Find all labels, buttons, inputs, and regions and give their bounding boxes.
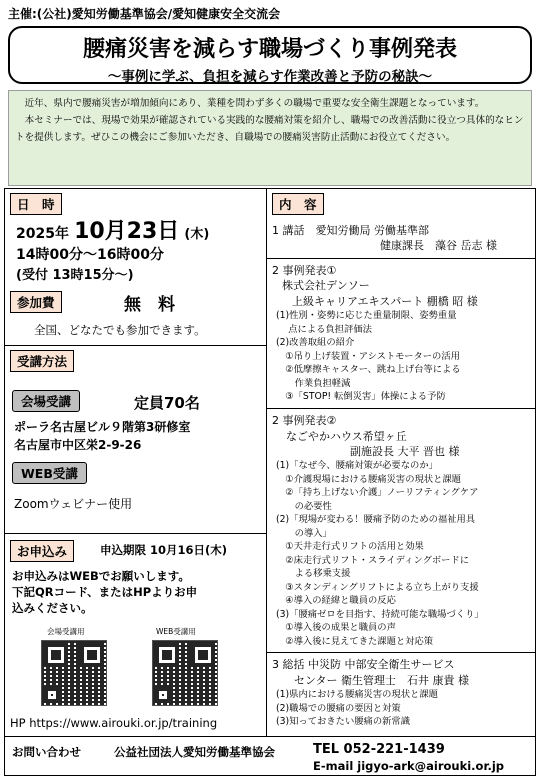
section-4-items xyxy=(276,688,534,729)
footer-tel[interactable]: TEL 052-221-1439 xyxy=(313,742,445,757)
venue-line-2: 名古屋市中区栄2-9-26 xyxy=(14,438,142,452)
list-item: ②「持ち上げない介護」ノーリフティングケア xyxy=(276,487,479,498)
footer-label: お問い合わせ xyxy=(12,745,81,759)
list-item: ①吊り上げ装置・アシストモーターの活用 xyxy=(276,350,460,362)
section-2-line-2: 株式会社デンソー xyxy=(282,279,370,292)
fee-note: 全国、どなたでも参加できます。 xyxy=(34,323,206,337)
divider xyxy=(4,345,266,346)
date-reception: (受付 13時15分～) xyxy=(16,268,134,283)
apply-text-1: お申込みはWEBでお願いします。 xyxy=(12,569,190,583)
list-item: ①介護現場における腰痛災害の現状と課題 xyxy=(276,473,461,485)
section-2-line-1: 2 事例発表① xyxy=(272,264,337,277)
apply-deadline: 申込期限 10月16日(木) xyxy=(100,543,228,557)
list-item: ④導入の経緯と職員の反応 xyxy=(276,595,396,606)
venue-line-1: ポーラ名古屋ビル９階第3研修室 xyxy=(14,420,191,434)
apply-header: お申込み xyxy=(10,540,74,562)
list-item: (1)「なぜ今、腰痛対策が必要なのか」 xyxy=(276,460,438,471)
footer-email[interactable]: E-mail jigyo-ark@airouki.or.jp xyxy=(313,759,505,773)
divider xyxy=(4,533,266,534)
intro-paragraph-1: 近年、県内で腰痛災害が増加傾向にあり、業種を問わず多くの職場で重要な安全衛生課題となっています。 xyxy=(24,98,485,109)
web-note: Zoomウェビナー使用 xyxy=(14,497,133,511)
qr-code-web-icon[interactable] xyxy=(152,640,218,706)
list-item: ①導入後の成果と職員の声 xyxy=(276,622,396,633)
list-item: (3)「腰痛ゼロを目指す、持続可能な職場づくり」 xyxy=(276,608,484,620)
capacity: 定員70名 xyxy=(134,394,200,412)
venue-attendance-label: 会場受講 xyxy=(12,390,80,412)
apply-text-2: 下記QRコード、またはHPよりお申 xyxy=(12,585,198,599)
list-item: 作業負担軽減 xyxy=(276,377,351,389)
date-line xyxy=(16,214,209,245)
section-4-line-2: センター 衛生管理士 石井 康貴 様 xyxy=(294,674,470,687)
date-header: 日 時 xyxy=(10,193,62,215)
date-time: 14時00分～16時00分 xyxy=(16,247,164,263)
title-box xyxy=(8,26,532,84)
attendance-header: 受講方法 xyxy=(10,350,74,372)
content-header: 内 容 xyxy=(272,193,324,215)
section-2-items xyxy=(276,309,534,404)
page-subtitle: ～事例に学ぶ、負担を減らす作業改善と予防の秘訣～ xyxy=(107,69,433,85)
list-item: (2)「現場が変わる！腰痛予防のための福祉用具 xyxy=(276,514,476,525)
section-3-line-1: 2 事例発表② xyxy=(272,414,337,427)
column-divider xyxy=(266,188,267,736)
list-item: ②導入後に見えてきた課題と対応策 xyxy=(276,635,434,647)
divider xyxy=(266,408,536,409)
section-1-line-2: 健康課長 藻谷 岳志 様 xyxy=(380,239,497,252)
fee-header: 参加費 xyxy=(10,291,62,313)
list-item: (3)知っておきたい腰痛の新常識 xyxy=(276,716,411,727)
divider xyxy=(266,652,536,653)
qr-web-label: WEB受講用 xyxy=(156,627,196,636)
list-item: (1)性別・姿勢に応じた重量制限、姿勢重量 xyxy=(276,310,457,321)
footer-divider xyxy=(4,736,536,737)
qr-code-venue-icon[interactable] xyxy=(41,640,107,706)
list-item: ①天井走行式リフトの活用と効果 xyxy=(276,541,424,552)
list-item: (2)改善取組の紹介 xyxy=(276,337,355,348)
list-item: (1)県内における腰痛災害の現状と課題 xyxy=(276,689,438,700)
section-4-line-1: 3 総括 中災防 中部安全衛生サービス xyxy=(272,658,455,671)
list-item: ③「STOP! 転倒災害」体操による予防 xyxy=(276,391,446,402)
list-item: ②低摩擦キャスター、跳ね上げ台等による xyxy=(276,364,461,375)
footer-org: 公益社団法人愛知労働基準協会 xyxy=(114,745,275,759)
section-3-line-2: なごやかハウス希望ヶ丘 xyxy=(286,430,407,443)
section-2-line-3: 上級キャリアエキスパート 棚橋 昭 様 xyxy=(292,295,478,308)
intro-paragraph-2: 本セミナーでは、現場で効果が確認されている実践的な腰痛対策を紹介し、職場での改善活動に役立つ具体的なヒントを提供します。ぜひこの機会にご参加いただき、自職場での腰痛災害防止活動にお役立てください。 xyxy=(15,115,524,143)
list-item: の導入」 xyxy=(276,527,332,539)
date-year: 2025年 xyxy=(16,226,69,242)
list-item: ②床走行式リフト・スライディングボードに xyxy=(276,554,470,566)
hp-link[interactable]: HP https://www.airouki.or.jp/training xyxy=(10,716,218,730)
divider xyxy=(266,258,536,259)
page-title: 腰痛災害を減らす職場づくり事例発表 xyxy=(82,37,457,62)
list-item: よる移乗支援 xyxy=(276,568,351,579)
fee-value: 無 料 xyxy=(124,295,175,315)
qr-venue-label: 会場受講用 xyxy=(47,627,85,636)
web-attendance-label: WEB受講 xyxy=(12,462,87,484)
date-weekday: (木) xyxy=(184,227,210,242)
list-item: ③スタンディングリフトによる立ち上がり支援 xyxy=(276,581,479,593)
apply-text-3: 込みください。 xyxy=(12,601,93,615)
list-item: の必要性 xyxy=(276,500,332,512)
section-3-items xyxy=(276,459,534,648)
list-item: (2)職場での腰痛の要因と対策 xyxy=(276,702,401,714)
organizer: 主催:(公社)愛知労働基準協会/愛知健康安全交流会 xyxy=(8,7,281,21)
section-3-line-3: 副施設長 大平 晋也 様 xyxy=(350,445,460,458)
list-item: 点による負担評価法 xyxy=(276,323,372,335)
date-day: 10月23日 xyxy=(74,219,180,244)
section-1-line-1: 1 講話 愛知労働局 労働基準部 xyxy=(272,224,429,237)
intro-box xyxy=(8,90,532,186)
